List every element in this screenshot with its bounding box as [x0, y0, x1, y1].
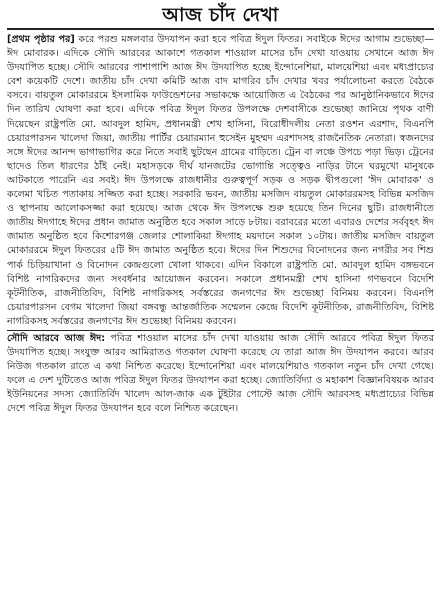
- second-story-body: পবিত্র শাওয়াল মাসের চাঁদ দেখা যাওয়ায় আজ সৌদি আরবে পবিত্র ঈদুল ফিতর উদযাপিত হচ্ছে। সংযুক্ত আরব আমিরাতও গতকাল ঘোষণা করেছে যে তারা আজ ঈদ উদযাপন করবে। আরব নিউজ গতকাল রাতে এ কথা নিশ্চিত করেছে। ইন্দোনেশিয়া এবং মালয়েশিয়াও গতকাল নতুন চাঁদ দেখা গেছে। ফলে এ দেশ দুটিতেও আজ পবিত্র ঈদুল ফিতর উদযাপন করা হচ্ছে। জ্যোতির্বিদ্যা ও মহাকাশ বিজ্ঞানবিষয়ক আরব ইউনিয়নের সদস্য জ্যোতির্বিদ খালেদ আল-জাক এক টুইটার পোস্টে আজ সৌদি আরবসহ মধ্যপ্রাচ্যের বিভিন্ন দেশে পবিত্র ঈদুল ফিতর উদযাপন হবে বলে নিশ্চিত করেছেন।: [7, 332, 434, 415]
- section-divider: [7, 330, 434, 331]
- second-story: [7, 332, 434, 417]
- main-story-body: করে পরশু মঙ্গলবার উদযাপন করা হবে পবিত্র ঈদুল ফিতর। সবাইকে ঈদের আগাম শুভেচ্ছা— ঈদ মোবারক। এদিকে সৌদি আরবের আকাশে গতকাল শাওয়াল মাসের চাঁদ দেখা যাওয়ায় সেখানে আজ ঈদ উদযাপিত হচ্ছে। সৌদি আরবের পাশাপাশি আজ ঈদ উদযাপিত হচ্ছে ইন্দোনেশিয়া, মালয়েশিয়া এবং মধ্যপ্রাচ্যের বেশ কয়েকটি দেশে। জাতীয় চাঁদ দেখা কমিটি আজ বাদ মাগরিব চাঁদ দেখার খবর পর্যালোচনা করতে বৈঠকে বসবে। বায়তুল মোকাররমে ইসলামিক ফাউন্ডেশনের সভাকক্ষে আয়োজিত এ বৈঠকের পর আনুষ্ঠানিকভাবে ঈদের দিন তারিখ ঘোষণা করা হবে। এদিকে পবিত্র ঈদুল ফিতর উপলক্ষে দেশবাসীকে শুভেচ্ছা জানিয়ে পৃথক বাণী দিয়েছেন রাষ্ট্রপতি মো. আবদুল হামিদ, প্রধানমন্ত্রী শেখ হাসিনা, বিরোধীদলীয় নেতা রওশন এরশাদ, বিএনপি চেয়ারপারসন খালেদা জিয়া, জাতীয় পার্টির চেয়ারম্যান হুসেইন মুহম্মদ এরশাদসহ রাজনৈতিক নেতারা। স্বজনদের সঙ্গে ঈদের আনন্দ ভাগাভাগির করে নিতে সবাই ছুটছেন গ্রামের বাড়িতে। ট্রেন বা লঞ্চে উপচে পড়া ভিড়। ট্রেনের ছাদেও তিল ধারণের ঠাঁই নেই। মহাসড়কে দীর্ঘ যানজটের ভোগান্তি সত্ত্বেও নাড়ির টানে ঘরমুখো মানুষকে আটকাতে পারেনি এর সবই। ঈদ উপলক্ষে রাজধানীর গুরুত্বপূর্ণ সড়ক ও সড়ক দ্বীপগুলো 'ঈদ মোবারক' ও কলেমা খচিত পতাকায় সজ্জিত করা হচ্ছে। সরকারি ভবন, জাতীয় মসজিদ বায়তুল মোকাররমসহ বিভিন্ন মসজিদ ও স্থাপনায় আলোকসজ্জা করা হয়েছে। আজ থেকে ঈদ উপলক্ষে শুরু হয়েছে তিন দিনের ছুটি। রাজধানীতে জাতীয় ঈদগাহে ঈদের প্রধান জামাত অনুষ্ঠিত হবে সকাল সাড়ে ৮টায়। বরাবরের মতো এবারও দেশের সর্ববৃহৎ ঈদ জামাত অনুষ্ঠিত হবে কিশোরগঞ্জ জেলার শোলাকিয়া ঈদগাহ ময়দানে সকাল ১০টায়। জাতীয় মসজিদ বায়তুল মোকাররমে ঈদুল ফিতরের ৫টি ঈদ জামাত অনুষ্ঠিত হবে। ঈদের দিন শিশুদের বিনোদনের জন্য নগরীর সব শিশু পার্ক চিড়িয়াখানা ও বিনোদন কেন্দ্রগুলো খোলা থাকবে। এদিন বিকালে রাষ্ট্রপতি মো. আবদুল হামিদ বঙ্গভবনে বিশিষ্ট নাগরিকদের জন্য সংবর্ধনার আয়োজন করবেন। সকালে প্রধানমন্ত্রী শেখ হাসিনা গণভবনে বিদেশি কূটনীতিক, রাজনীতিবিদ, বিশিষ্ট নাগরিকসহ সর্বস্তরের জনগণের ঈদ শুভেচ্ছা বিনিময় করবেন। বিএনপি চেয়ারপারসন বেগম খালেদা জিয়া বঙ্গবন্ধু আন্তর্জাতিক সম্মেলন কেন্দ্রে বিদেশি কূটনীতিক, রাজনীতিবিদ, বিশিষ্ট নাগরিকসহ সর্বস্তরের জনগণের ঈদ শুভেচ্ছা বিনিময় করবেন।: [7, 34, 434, 327]
- headline-container: [7, 4, 434, 30]
- continuation-marker: [প্রথম পৃষ্ঠার পর]: [7, 34, 75, 45]
- second-story-subhead: সৌদি আরবে আজ ঈদ:: [7, 332, 106, 344]
- main-story: [7, 33, 434, 329]
- headline: আজ চাঁদ দেখা: [162, 4, 279, 26]
